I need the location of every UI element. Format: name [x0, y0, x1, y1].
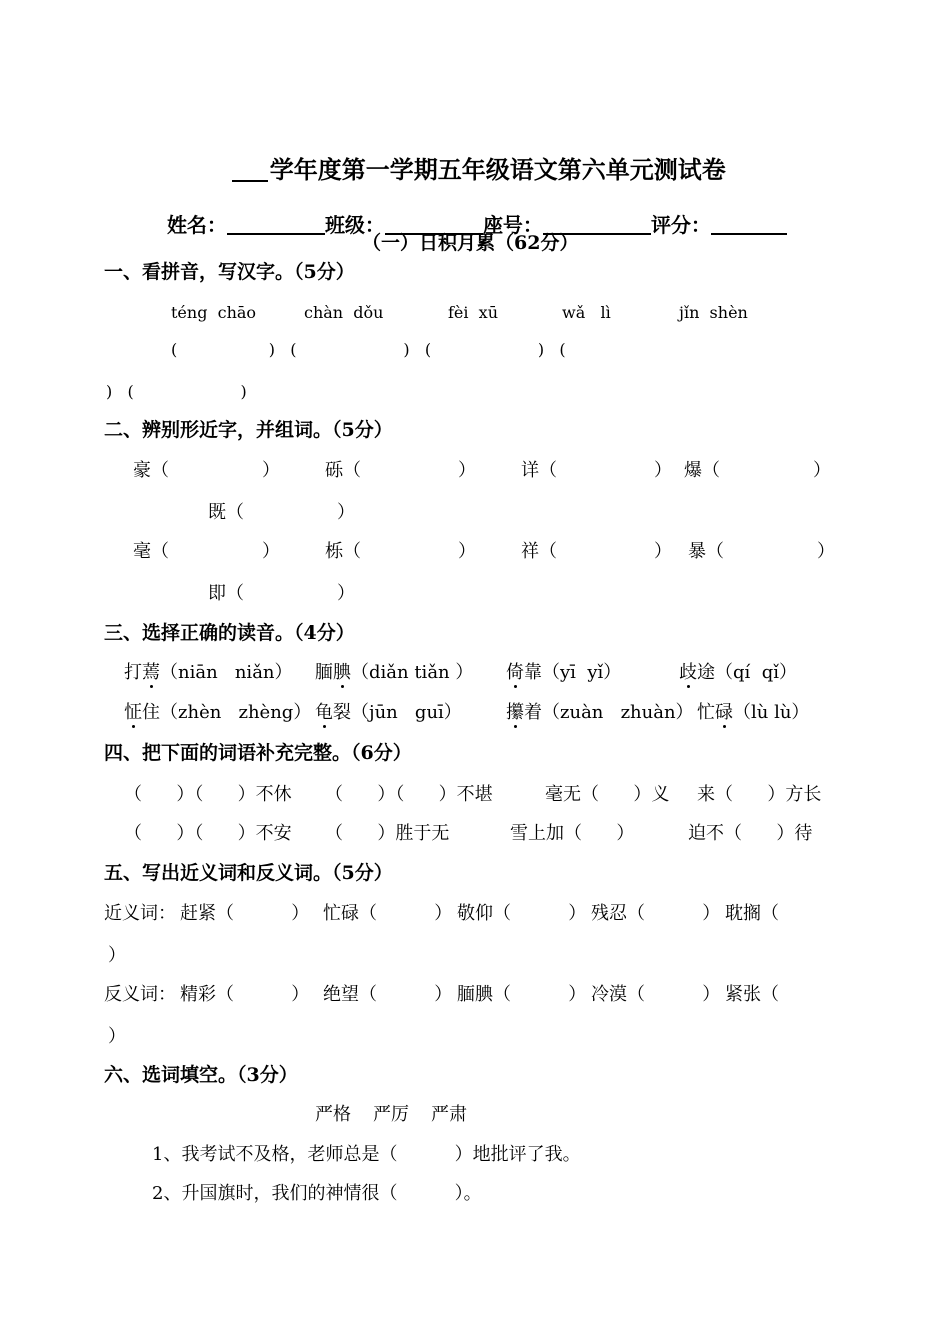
- antonym-item[interactable]: 腼腆（ ）: [457, 984, 587, 1005]
- reading-item[interactable]: 倚靠（yī yǐ）: [506, 662, 622, 683]
- pinyin-3: fèi xū: [448, 303, 499, 322]
- fill-question-2[interactable]: 2、升国旗时，我们的神情很（ ）。: [152, 1183, 482, 1204]
- word-option: 严肃: [431, 1104, 467, 1125]
- antonym-item[interactable]: 绝望（ ）: [323, 984, 453, 1005]
- pinyin-4: wǎ lì: [562, 303, 611, 322]
- synonym-label: 近义词：: [104, 903, 176, 924]
- score-blank[interactable]: [711, 213, 787, 235]
- answer-close[interactable]: ）: [262, 460, 280, 481]
- student-info-line: [153, 193, 787, 235]
- section-5-title: 五、写出近义词和反义词。（5分）: [104, 862, 393, 884]
- answer-close[interactable]: ）: [458, 460, 476, 481]
- word-row: 祥（: [521, 541, 557, 562]
- reading-item[interactable]: 怔住（zhèn zhèng）: [124, 702, 312, 723]
- name-label: 姓名：: [166, 213, 227, 237]
- answer-close[interactable]: ）: [654, 460, 672, 481]
- section-1-title: 一、看拼音，写汉字。（5分）: [104, 261, 355, 283]
- answer-close[interactable]: ）: [813, 460, 831, 481]
- word-row: 栎（: [325, 541, 361, 562]
- reading-item[interactable]: 歧途（qí qǐ）: [679, 662, 798, 683]
- answer-parens-line-2[interactable]: ) ( ): [106, 382, 247, 401]
- pinyin-2: chàn dǒu: [304, 303, 384, 322]
- antonym-item[interactable]: 冷漠（ ）: [591, 984, 721, 1005]
- section-4-title: 四、把下面的词语补充完整。（6分）: [104, 742, 412, 764]
- answer-close[interactable]: ）: [458, 541, 476, 562]
- reading-item[interactable]: 忙碌（lù lù）: [697, 702, 810, 723]
- dotted-char: 腆: [333, 662, 351, 683]
- idiom-item[interactable]: （ ）胜于无: [325, 823, 450, 844]
- word-option: 严厉: [373, 1104, 409, 1125]
- word-row: 详（: [521, 460, 557, 481]
- word-row: 砾（: [325, 460, 361, 481]
- page-title: [215, 134, 726, 182]
- section-2-title: 二、辨别形近字，并组词。（5分）: [104, 419, 393, 441]
- answer-close[interactable]: ）: [337, 583, 355, 604]
- part-heading: （一）日积月累（62分）: [362, 232, 579, 254]
- idiom-item[interactable]: 毫无（ ）义: [545, 784, 670, 805]
- reading-item[interactable]: 龟裂（jūn guī）: [315, 702, 462, 723]
- idiom-item[interactable]: （ ）（ ）不堪: [325, 784, 493, 805]
- idiom-item[interactable]: （ ）（ ）不安: [124, 823, 292, 844]
- idiom-item[interactable]: （ ）（ ）不休: [124, 784, 292, 805]
- synonym-item[interactable]: 赶紧（ ）: [180, 903, 310, 924]
- section-3-title: 三、选择正确的读音。（4分）: [104, 622, 355, 644]
- word-option: 严格: [315, 1104, 351, 1125]
- synonym-item[interactable]: 忙碌（ ）: [323, 903, 453, 924]
- synonym-item[interactable]: 敬仰（ ）: [457, 903, 587, 924]
- class-label: 班级：: [324, 213, 385, 237]
- reading-item[interactable]: 打蔫（niān niǎn）: [124, 662, 293, 683]
- answer-close[interactable]: ）: [817, 541, 835, 562]
- section-6-title: 六、选词填空。（3分）: [104, 1064, 298, 1086]
- antonym-item[interactable]: 紧张（: [725, 984, 779, 1005]
- word-row: 既（: [208, 502, 244, 523]
- pinyin-5: jǐn shèn: [679, 303, 748, 322]
- answer-parens-line-1[interactable]: ( ) ( ) ( ) (: [171, 340, 566, 359]
- name-blank[interactable]: [227, 213, 325, 235]
- reading-item[interactable]: 攥着（zuàn zhuàn）: [506, 702, 694, 723]
- synonym-close[interactable]: ）: [108, 945, 126, 966]
- seat-label: 座号：: [482, 213, 543, 237]
- answer-close[interactable]: ）: [262, 541, 280, 562]
- word-row: 爆（: [684, 460, 720, 481]
- word-row: 豪（: [133, 460, 169, 481]
- year-blank[interactable]: [232, 158, 268, 182]
- word-row: 暴（: [688, 541, 724, 562]
- idiom-item[interactable]: 来（ ）方长: [697, 784, 822, 805]
- word-row: 毫（: [133, 541, 169, 562]
- idiom-item[interactable]: 雪上加（ ）: [510, 823, 635, 844]
- answer-close[interactable]: ）: [337, 502, 355, 523]
- antonym-close[interactable]: ）: [108, 1026, 126, 1047]
- word-row: 即（: [208, 583, 244, 604]
- antonym-label: 反义词：: [104, 984, 176, 1005]
- synonym-item[interactable]: 耽搁（: [725, 903, 779, 924]
- antonym-item[interactable]: 精彩（ ）: [180, 984, 310, 1005]
- pinyin-1: téng chāo: [171, 303, 257, 322]
- title-text: 学年度第一学期五年级语文第六单元测试卷: [269, 155, 726, 184]
- answer-close[interactable]: ）: [654, 541, 672, 562]
- synonym-item[interactable]: 残忍（ ）: [591, 903, 721, 924]
- score-label: 评分：: [650, 213, 711, 237]
- idiom-item[interactable]: 迫不（ ）待: [688, 823, 813, 844]
- reading-item[interactable]: 腼腆（diǎn tiǎn ）: [315, 662, 474, 683]
- fill-question-1[interactable]: 1、我考试不及格，老师总是（ ）地批评了我。: [152, 1144, 581, 1165]
